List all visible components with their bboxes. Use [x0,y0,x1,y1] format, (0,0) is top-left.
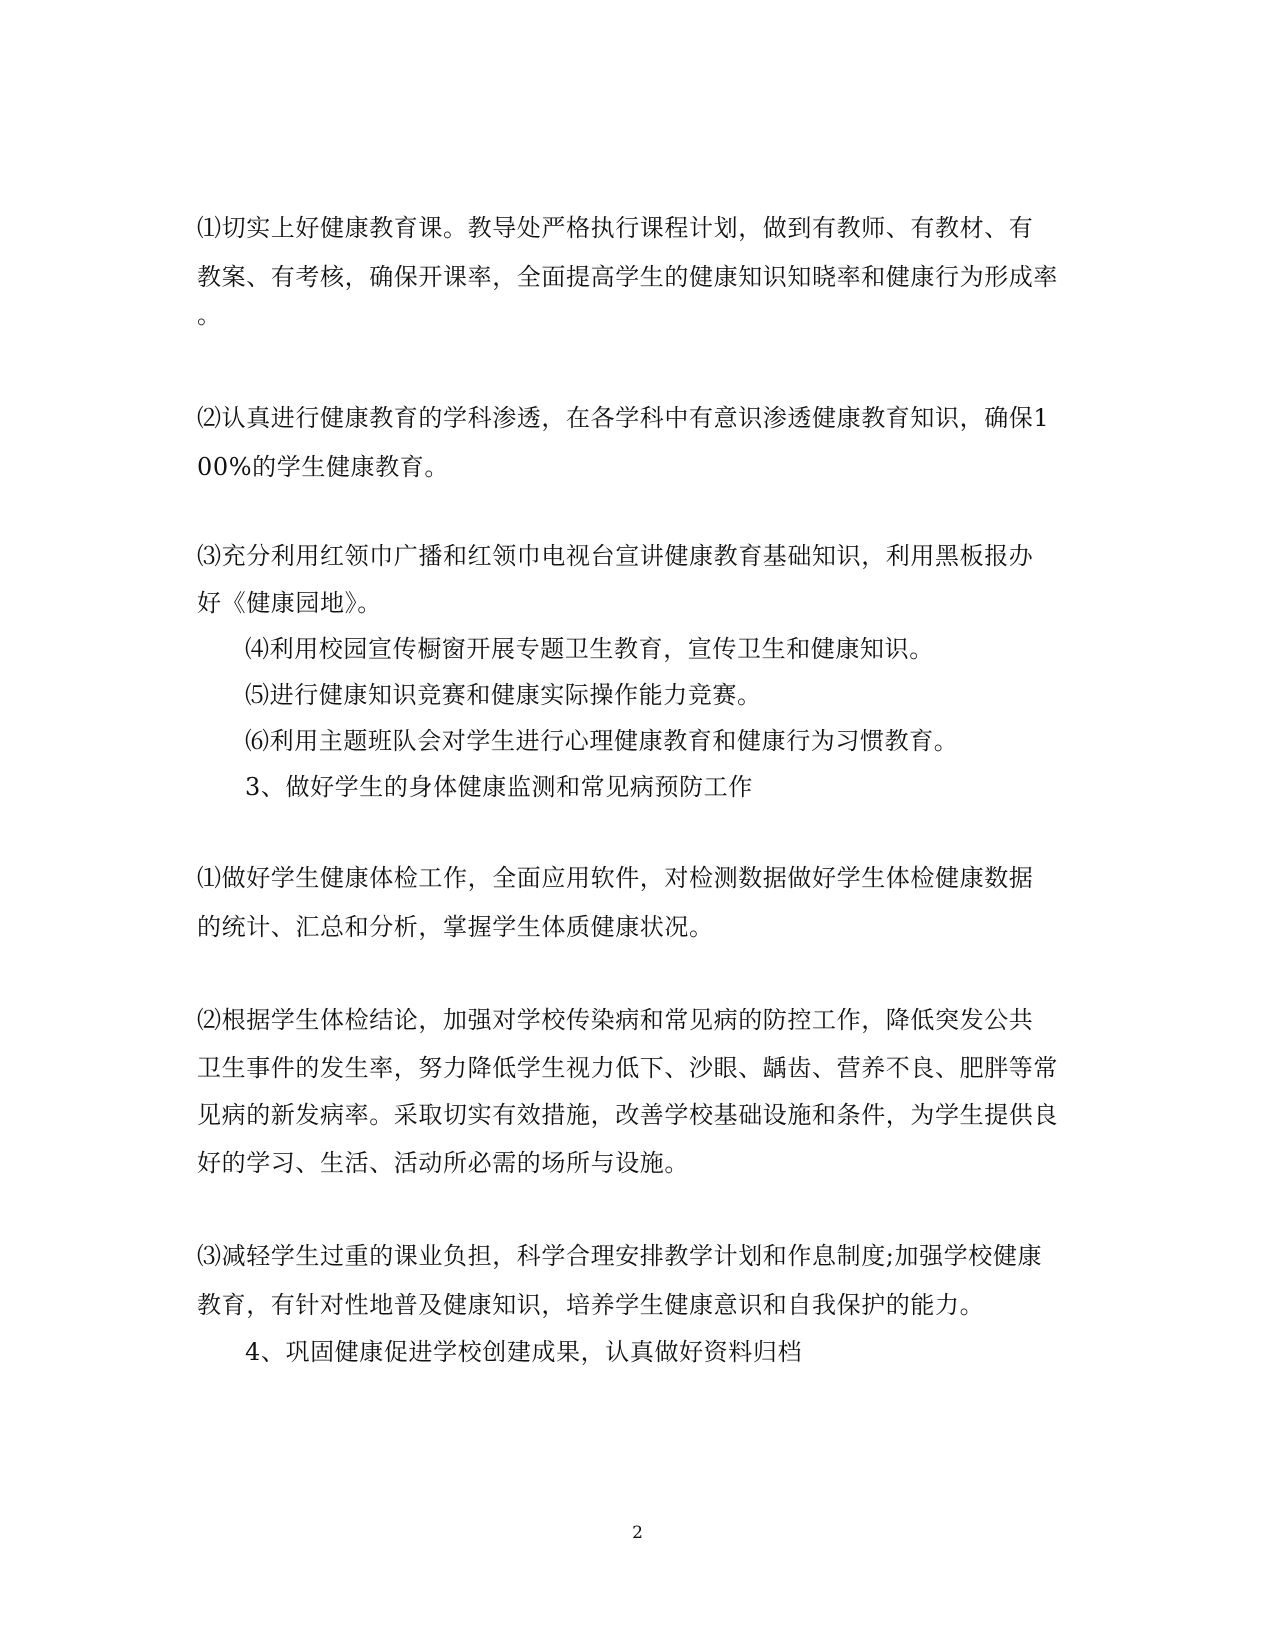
text-line: ⑵认真进行健康教育的学科渗透，在各学科中有意识渗透健康教育知识，确保1 [197,404,1050,432]
text-line: ⑴切实上好健康教育课。教导处严格执行课程计划，做到有教师、有教材、有 [197,214,1034,242]
text-line: 见病的新发病率。采取切实有效措施，改善学校基础设施和条件，为学生提供良 [197,1101,1058,1129]
text-line: 卫生事件的发生率，努力降低学生视力低下、沙眼、龋齿、营养不良、肥胖等常 [197,1054,1058,1082]
text-line: 教育，有针对性地普及健康知识，培养学生健康意识和自我保护的能力。 [197,1291,985,1319]
text-line: 好的学习、生活、活动所必需的场所与设施。 [197,1149,689,1177]
text-line: ⑹利用主题班队会对学生进行心理健康教育和健康行为习惯教育。 [245,727,959,755]
page-number: 2 [632,1523,643,1543]
text-line: ⑸进行健康知识竞赛和健康实际操作能力竞赛。 [245,681,762,709]
text-line: 。 [197,301,222,329]
text-line: ⑴做好学生健康体检工作，全面应用软件，对检测数据做好学生体检健康数据 [197,864,1034,892]
text-line: 00%的学生健康教育。 [197,453,449,481]
text-line: 好《健康园地》。 [197,589,382,617]
text-line: 的统计、汇总和分析，掌握学生体质健康状况。 [197,913,714,941]
text-line: ⑶减轻学生过重的课业负担，科学合理安排教学计划和作息制度;加强学校健康 [197,1242,1043,1270]
text-line: ⑷利用校园宣传橱窗开展专题卫生教育，宣传卫生和健康知识。 [245,635,934,663]
text-line: ⑶充分利用红领巾广播和红领巾电视台宣讲健康教育基础知识，利用黑板报办 [197,542,1034,570]
text-line: 教案、有考核，确保开课率，全面提高学生的健康知识知晓率和健康行为形成率 [197,263,1058,291]
section-heading: 3、做好学生的身体健康监测和常见病预防工作 [245,773,753,801]
text-line: ⑵根据学生体检结论，加强对学校传染病和常见病的防控工作，降低突发公共 [197,1006,1034,1034]
section-heading: 4、巩固健康促进学校创建成果，认真做好资料归档 [245,1338,803,1366]
